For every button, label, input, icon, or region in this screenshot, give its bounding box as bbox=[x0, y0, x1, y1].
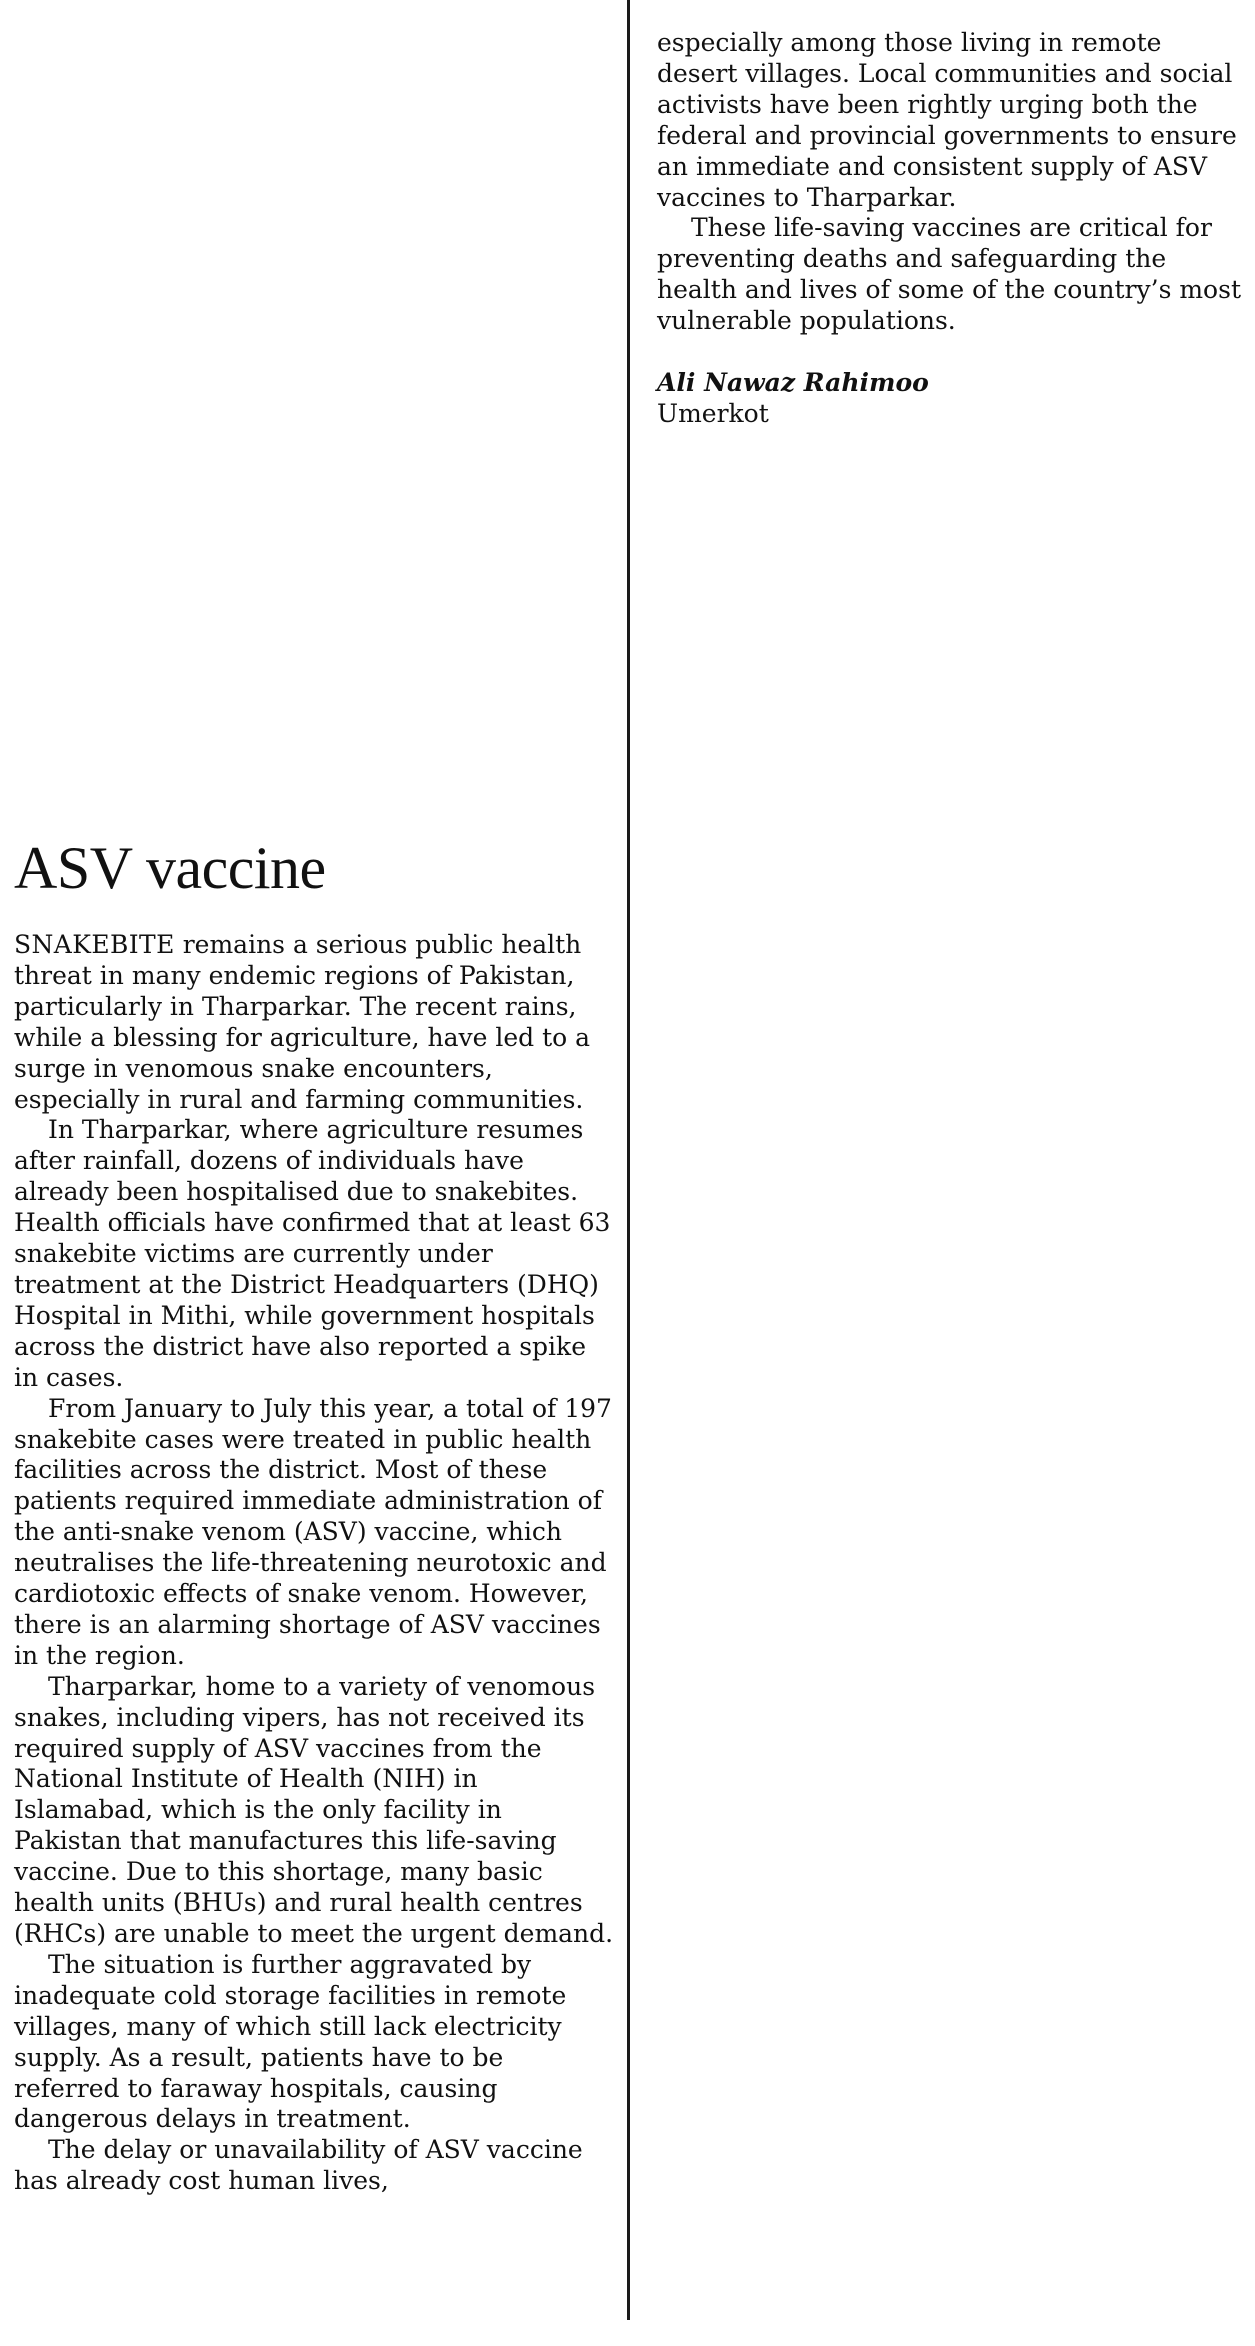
letter-headline: ASV vaccine bbox=[14, 835, 326, 901]
column-divider bbox=[627, 0, 630, 2320]
letter-body-left bbox=[14, 930, 614, 2197]
letter-paragraph-1 bbox=[14, 930, 614, 1115]
author-location: Umerkot bbox=[657, 399, 769, 429]
letter-paragraph-7: especially among those living in remote desert villages. Local communities and social activists have been rightly urging both the federal and provincial governments to ensure an immediate and consistent supply of ASV vaccines to Tharparkar. bbox=[657, 28, 1237, 212]
letter-paragraph-3: From January to July this year, a total of 197 snakebite cases were treated in public health facilities across the district. Most of these patients required immediate administration of the anti-snake venom (ASV) vaccine, which neutralises the life-threatening neurotoxic and cardiotoxic effects of snake venom. However, there is an alarming shortage of ASV vaccines in the region. bbox=[14, 1393, 612, 1670]
letter-paragraph-2: In Tharparkar, where agriculture resumes after rainfall, dozens of individuals have already been hospitalised due to snakebites. Health officials have confirmed that at least 63 snakebite victims are currently under treatment at the District Headquarters (DHQ) Hospital in Mithi, while government hospitals across the district have also reported a spike in cases. bbox=[14, 1115, 611, 1392]
letter-paragraph-4: Tharparkar, home to a variety of venomous snakes, including vipers, has not received its required supply of ASV vaccines from the National Institute of Health (NIH) in Islamabad, which is the only facility in Pakistan that manufactures this life-saving vaccine. Due to this shortage, many basic health units (BHUs) and rural health centres (RHCs) are unable to meet the urgent demand. bbox=[14, 1671, 614, 1948]
letter-paragraph-8: These life-saving vaccines are critical for preventing deaths and safeguarding the health and lives of some of the country’s most vulnerable populations. bbox=[657, 213, 1241, 336]
letter-paragraph-6: The delay or unavailability of ASV vaccine has already cost human lives, bbox=[14, 2135, 583, 2196]
letter-paragraph-5: The situation is further aggravated by inadequate cold storage facilities in remote villages, many of which still lack electricity supply. As a result, patients have to be referred to faraway hospitals, causing dangerous delays in treatment. bbox=[14, 1949, 567, 2134]
author-name: Ali Nawaz Rahimoo bbox=[657, 368, 929, 398]
left-column bbox=[14, 0, 614, 2346]
paragraph-text: remains a serious public health threat in many endemic regions of Pakistan, particularly in Tharparkar. The recent rains, while a blessing for agriculture, have led to a surge in venomous snake encounters, especially in rural and farming communities. bbox=[14, 930, 591, 1114]
lead-word: SNAKEBITE bbox=[14, 930, 175, 959]
right-column bbox=[657, 28, 1247, 429]
